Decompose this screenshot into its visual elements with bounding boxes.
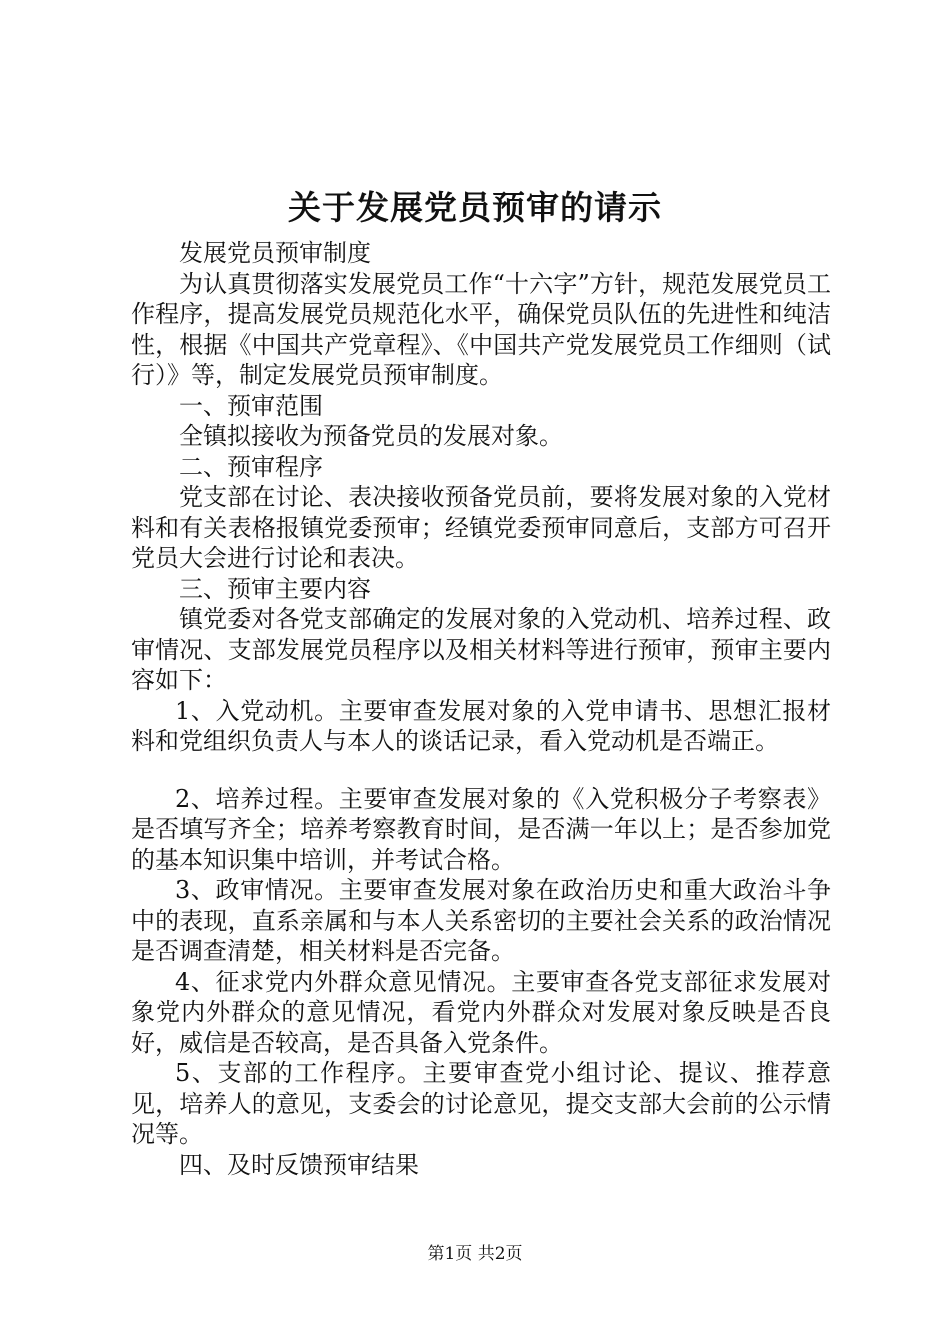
section-heading-scope: 一、预审范围 bbox=[179, 391, 323, 420]
list-item: 3、政审情况。主要审查发展对象在政治历史和重大政治斗争中的表现，直系亲属和与本人关系密切的主要社会关系的政治情况是否调查清楚，相关材料是否完备。 bbox=[131, 876, 831, 965]
intro-paragraph: 为认真贯彻落实发展党员工作“十六字”方针，规范发展党员工作程序，提高发展党员规范化水平，确保党员队伍的先进性和纯洁性，根据《中国共产党章程》、《中国共产党发展党员工作细则（试行）》等，制定发展党员预审制度。 bbox=[131, 269, 831, 389]
list-item: 2、培养过程。主要审查发展对象的《入党积极分子考察表》是否填写齐全；培养考察教育时间，是否满一年以上；是否参加党的基本知识集中培训，并考试合格。 bbox=[131, 784, 831, 874]
section-heading-feedback: 四、及时反馈预审结果 bbox=[179, 1150, 419, 1179]
section-heading-procedure: 二、预审程序 bbox=[179, 452, 323, 481]
list-item: 5、支部的工作程序。主要审查党小组讨论、提议、推荐意见，培养人的意见，支委会的讨论意见，提交支部大会前的公示情况等。 bbox=[131, 1059, 831, 1148]
procedure-paragraph: 党支部在讨论、表决接收预备党员前，要将发展对象的入党材料和有关表格报镇党委预审；经镇党委预审同意后，支部方可召开党员大会进行讨论和表决。 bbox=[131, 483, 831, 572]
page-footer: 第1页 共2页 bbox=[427, 1244, 523, 1264]
content-paragraph: 镇党委对各党支部确定的发展对象的入党动机、培养过程、政审情况、支部发展党员程序以及相关材料等进行预审，预审主要内容如下： bbox=[131, 605, 831, 694]
subtitle-paragraph: 发展党员预审制度 bbox=[179, 239, 371, 267]
document-title: 关于发展党员预审的请示 bbox=[288, 188, 662, 227]
list-item: 4、征求党内外群众意见情况。主要审查各党支部征求发展对象党内外群众的意见情况，看党内外群众对发展对象反映是否良好，威信是否较高，是否具备入党条件。 bbox=[131, 967, 831, 1057]
section-heading-content: 三、预审主要内容 bbox=[179, 574, 371, 603]
scope-paragraph: 全镇拟接收为预备党员的发展对象。 bbox=[179, 422, 563, 450]
list-item: 1、入党动机。主要审查发展对象的入党申请书、思想汇报材料和党组织负责人与本人的谈话记录，看入党动机是否端正。 bbox=[131, 696, 831, 755]
document-body bbox=[131, 238, 831, 1180]
